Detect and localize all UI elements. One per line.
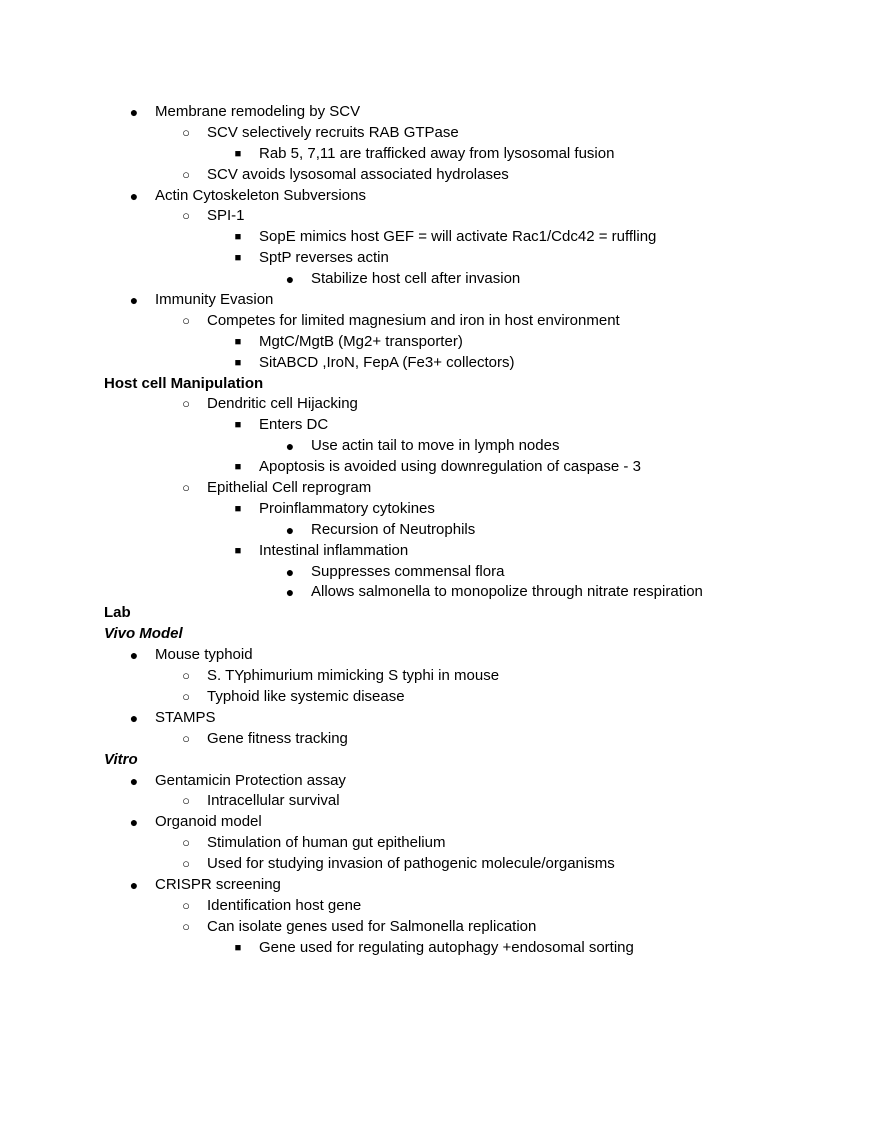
list-item-text: Vitro (104, 750, 138, 768)
square-bullet-icon: ■ (234, 231, 242, 244)
circle-bullet-icon: ○ (182, 124, 190, 140)
list-item-text: Intestinal inflammation (259, 541, 409, 559)
list-item-text: Intracellular survival (207, 792, 340, 810)
list-item (0, 186, 880, 207)
square-bullet-icon: ■ (234, 252, 242, 265)
list-item-text: Stabilize host cell after invasion (311, 270, 521, 288)
list-item (0, 394, 880, 415)
list-item-text: Dendritic cell Hijacking (207, 395, 358, 413)
circle-bullet-icon: ○ (182, 166, 190, 182)
list-item-text: Gentamicin Protection assay (155, 771, 346, 789)
list-item (0, 562, 880, 583)
list-item-text: Recursion of Neutrophils (311, 520, 476, 538)
list-item-text: Lab (104, 604, 131, 622)
list-item-text: Vivo Model (104, 625, 183, 643)
list-item-text: Actin Cytoskeleton Subversions (155, 186, 366, 204)
circle-bullet-icon: ○ (182, 312, 190, 328)
list-item (0, 353, 880, 374)
section-heading (0, 374, 880, 395)
disc-bullet-icon: ● (129, 876, 139, 893)
list-item (0, 938, 880, 959)
circle-bullet-icon: ○ (182, 835, 190, 851)
disc-bullet-icon: ● (285, 584, 295, 601)
list-item-text: Can isolate genes used for Salmonella replication (207, 917, 537, 935)
list-item (0, 666, 880, 687)
square-bullet-icon: ■ (234, 941, 242, 954)
section-heading (0, 624, 880, 645)
disc-bullet-icon: ● (129, 772, 139, 789)
list-item-text: SopE mimics host GEF = will activate Rac1/Cdc42 = ruffling (259, 228, 657, 246)
disc-bullet-icon: ● (129, 187, 139, 204)
list-item-text: MgtC/MgtB (Mg2+ transporter) (259, 332, 463, 350)
list-item-text: Gene fitness tracking (207, 729, 348, 747)
square-bullet-icon: ■ (234, 335, 242, 348)
square-bullet-icon: ■ (234, 461, 242, 474)
list-item-text: CRISPR screening (155, 875, 281, 893)
circle-bullet-icon: ○ (182, 688, 190, 704)
list-item-text: Gene used for regulating autophagy +endosomal sorting (259, 938, 634, 956)
circle-bullet-icon: ○ (182, 897, 190, 913)
list-item (0, 854, 880, 875)
list-item (0, 499, 880, 520)
list-item-text: S. TYphimurium mimicking S typhi in mouse (207, 667, 500, 685)
disc-bullet-icon: ● (129, 292, 139, 309)
square-bullet-icon: ■ (234, 356, 242, 369)
list-item (0, 708, 880, 729)
list-item-text: Organoid model (155, 813, 262, 831)
list-item-text: Stimulation of human gut epithelium (207, 834, 446, 852)
list-item-text: Typhoid like systemic disease (207, 687, 405, 705)
circle-bullet-icon: ○ (182, 730, 190, 746)
list-item-text: Use actin tail to move in lymph nodes (311, 437, 560, 455)
list-item (0, 687, 880, 708)
document-body (0, 102, 880, 959)
list-item-text: Used for studying invasion of pathogenic molecule/organisms (207, 855, 615, 873)
circle-bullet-icon: ○ (182, 856, 190, 872)
circle-bullet-icon: ○ (182, 668, 190, 684)
list-item (0, 791, 880, 812)
list-item-text: Host cell Manipulation (104, 374, 264, 392)
circle-bullet-icon: ○ (182, 918, 190, 934)
circle-bullet-icon: ○ (182, 208, 190, 224)
list-item-text: Immunity Evasion (155, 291, 274, 309)
list-item-text: Membrane remodeling by SCV (155, 103, 361, 120)
square-bullet-icon: ■ (234, 502, 242, 515)
list-item (0, 582, 880, 603)
section-heading (0, 750, 880, 771)
disc-bullet-icon: ● (285, 521, 295, 538)
square-bullet-icon: ■ (234, 147, 242, 160)
list-item (0, 332, 880, 353)
list-item-text: Apoptosis is avoided using downregulation of caspase - 3 (259, 458, 641, 476)
list-item-text: SCV selectively recruits RAB GTPase (207, 123, 459, 141)
list-item (0, 144, 880, 165)
list-item (0, 436, 880, 457)
disc-bullet-icon: ● (285, 271, 295, 288)
list-item (0, 123, 880, 144)
list-item (0, 311, 880, 332)
list-item-text: Enters DC (259, 416, 329, 434)
list-item-text: STAMPS (155, 708, 216, 726)
disc-bullet-icon: ● (285, 438, 295, 455)
disc-bullet-icon: ● (129, 104, 139, 120)
list-item (0, 520, 880, 541)
square-bullet-icon: ■ (234, 544, 242, 557)
list-item (0, 206, 880, 227)
list-item-text: Epithelial Cell reprogram (207, 479, 372, 497)
list-item (0, 541, 880, 562)
list-item (0, 833, 880, 854)
list-item-text: Proinflammatory cytokines (259, 499, 435, 517)
circle-bullet-icon: ○ (182, 793, 190, 809)
list-item-text: SitABCD ,IroN, FepA (Fe3+ collectors) (259, 353, 515, 371)
list-item (0, 729, 880, 750)
list-item (0, 227, 880, 248)
list-item-text: Mouse typhoid (155, 646, 253, 664)
list-item (0, 917, 880, 938)
list-item-text: Identification host gene (207, 896, 362, 914)
disc-bullet-icon: ● (285, 563, 295, 580)
list-item-text: Suppresses commensal flora (311, 562, 505, 580)
square-bullet-icon: ■ (234, 419, 242, 432)
disc-bullet-icon: ● (129, 814, 139, 831)
circle-bullet-icon: ○ (182, 480, 190, 496)
list-item-text: Rab 5, 7,11 are trafficked away from lysosomal fusion (259, 144, 615, 162)
list-item (0, 875, 880, 896)
list-item-text: SptP reverses actin (259, 249, 389, 267)
list-item (0, 415, 880, 436)
list-item (0, 645, 880, 666)
list-item (0, 269, 880, 290)
disc-bullet-icon: ● (129, 709, 139, 726)
list-item (0, 102, 880, 123)
section-heading (0, 603, 880, 624)
list-item (0, 165, 880, 186)
list-item (0, 771, 880, 792)
list-item (0, 248, 880, 269)
list-item (0, 457, 880, 478)
list-item-text: Competes for limited magnesium and iron in host environment (207, 311, 620, 329)
list-item-text: Allows salmonella to monopolize through nitrate respiration (311, 583, 703, 601)
list-item (0, 896, 880, 917)
list-item-text: SCV avoids lysosomal associated hydrolases (207, 165, 509, 183)
list-item (0, 290, 880, 311)
list-item (0, 478, 880, 499)
list-item (0, 812, 880, 833)
disc-bullet-icon: ● (129, 647, 139, 664)
circle-bullet-icon: ○ (182, 396, 190, 412)
list-item-text: SPI-1 (207, 207, 245, 225)
